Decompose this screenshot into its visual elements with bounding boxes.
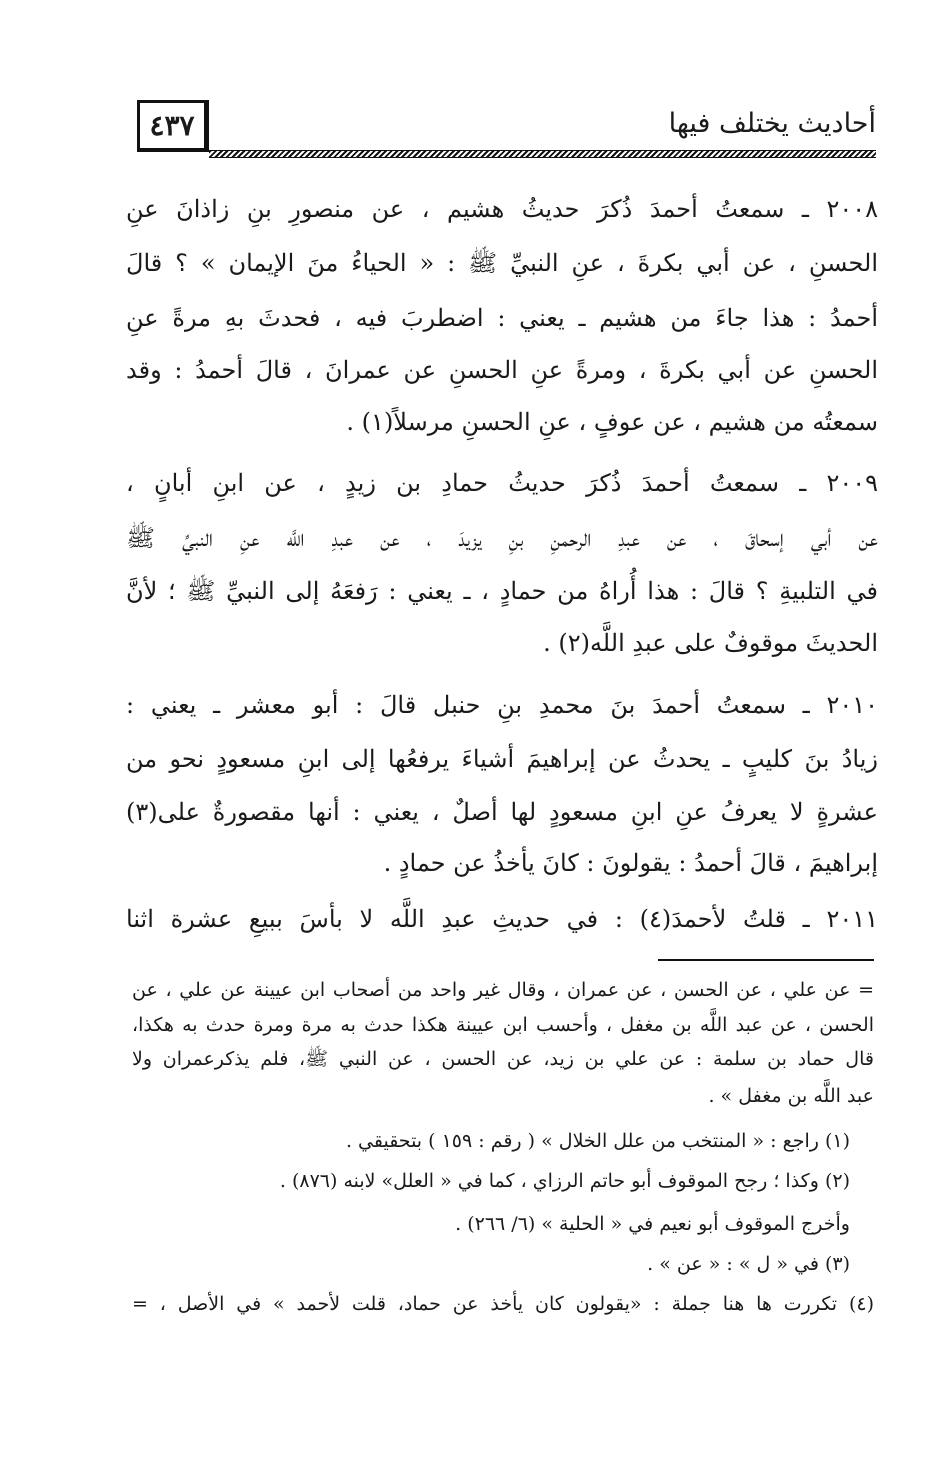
body-line: سمعتُه من هشيم ، عن عوفٍ ، عنِ الحسنِ مرسلاً(١) . xyxy=(346,408,878,436)
body-line: الحديثَ موقوفٌ على عبدِ اللَّه(٢) . xyxy=(543,629,878,657)
body-line: أحمدُ : هذا جاءَ من هشيم ـ يعني : اضطربَ فيه ، فحدثَ بهِ مرةً عنِ xyxy=(126,304,878,332)
body-line: ٢٠٠٨ ـ سمعتُ أحمدَ ذُكرَ حديثُ هشيم ، عن منصورِ بنِ زاذانَ عنِ xyxy=(126,195,878,223)
footnote-line: (١) راجع : « المنتخب من علل الخلال » ( رقم : ١٥٩ ) بتحقيقي . xyxy=(345,1130,850,1152)
footnote-line: عبد اللَّه بن مغفل » . xyxy=(708,1085,874,1107)
body-line: الحسنِ ، عن أبي بكرةَ ، عنِ النبيِّ ﷺ : « الحياءُ منَ الإيمان » ؟ قالَ xyxy=(126,249,878,277)
body-line: ٢٠١٠ ـ سمعتُ أحمدَ بنَ محمدِ بنِ حنبل قالَ : أبو معشر ـ يعني : xyxy=(126,691,878,719)
body-line: إبراهيمَ ، قالَ أحمدُ : يقولونَ : كانَ يأخذُ عن حمادٍ . xyxy=(383,849,878,877)
footnote-line: (٢) وكذا ؛ رجح الموقوف أبو حاتم الرزاي ، كما في « العلل» لابنه (٨٧٦) . xyxy=(279,1170,850,1192)
page-number: ٤٣٧ xyxy=(149,109,195,142)
footnote-line: (٣) في « ل » : « عن » . xyxy=(647,1253,850,1275)
footnote-rule xyxy=(658,959,874,961)
footnote-line: قال حماد بن سلمة : عن علي بن زيد، عن الحسن ، عن النبي ﷺ، فلم يذكرعمران ولا xyxy=(132,1048,874,1070)
body-line: زيادُ بنَ كليبٍ ـ يحدثُ عن إبراهيمَ أشياءَ يرفعُها إلى ابنِ مسعودٍ نحو من xyxy=(126,745,878,773)
footnote-line: = عن علي ، عن الحسن ، عن عمران ، وقال غير واحد من أصحاب ابن عيينة عن علي ، عن xyxy=(132,979,874,1001)
body-line: ٢٠١١ ـ قلتُ لأحمدَ(٤) : في حديثِ عبدِ اللَّه لا بأسَ ببيعِ عشرة اثنا xyxy=(126,905,878,933)
body-line: عن أبي إسحاقَ ، عن عبدِ الرحمنِ بنِ يزيدَ ، عن عبدِ اللَّه عنِ النبيِّ ﷺ xyxy=(126,524,878,552)
body-line: في التلبيةِ ؟ قالَ : هذا أُراهُ من حمادٍ ، ـ يعني : رَفعَهُ إلى النبيِّ ﷺ ؛ لأنَّ xyxy=(126,577,878,605)
body-line: عشرةٍ لا يعرفُ عنِ ابنِ مسعودٍ لها أصلٌ ، يعني : أنها مقصورةٌ على(٣) xyxy=(126,798,878,826)
running-title: أحاديث يختلف فيها xyxy=(668,108,876,139)
body-line: ٢٠٠٩ ـ سمعتُ أحمدَ ذُكرَ حديثُ حمادِ بن زيدٍ ، عن ابنِ أبانٍ ، xyxy=(126,469,879,497)
body-line: الحسنِ عن أبي بكرةَ ، ومرةً عنِ الحسنِ عن عمرانَ ، قالَ أحمدُ : وقد xyxy=(126,356,878,384)
footnote-line: الحسن ، عن عبد اللَّه بن مغفل ، وأحسب ابن عيينة هكذا حدث به مرة ومرة حدث به هكذا، xyxy=(132,1014,874,1036)
footnote-line: وأخرج الموقوف أبو نعيم في « الحلية » (٦/ ٢٦٦) . xyxy=(455,1213,850,1235)
footnote-line: (٤) تكررت ها هنا جملة : «يقولون كان يأخذ عن حماد، قلت لأحمد » في الأصل ، = xyxy=(132,1293,874,1315)
